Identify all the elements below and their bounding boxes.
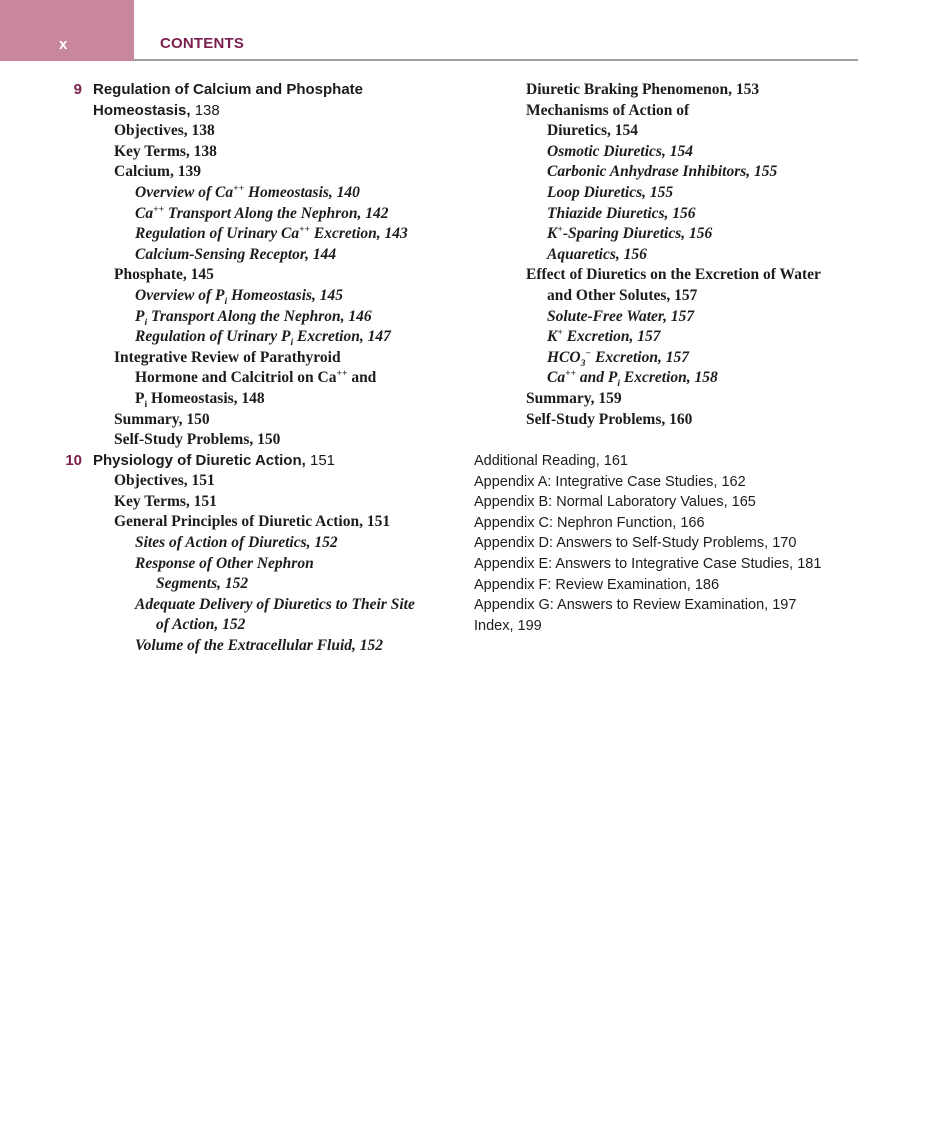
toc-subentry-cont[interactable]: Segments, 152 <box>156 575 249 593</box>
chapter-title: Regulation of Calcium and Phosphate <box>93 81 364 98</box>
toc-backmatter-entry[interactable]: Additional Reading, 161 <box>474 453 628 470</box>
chapter-title: Physiology of Diuretic Action, <box>93 451 306 469</box>
toc-entry[interactable]: Diuretic Braking Phenomenon, 153 <box>526 81 760 98</box>
page-title: CONTENTS <box>160 35 245 52</box>
toc-entry[interactable]: Summary, 150 <box>114 410 210 428</box>
toc-backmatter-entry[interactable]: Appendix B: Normal Laboratory Values, 165 <box>474 494 756 511</box>
toc-backmatter-entry[interactable]: Appendix F: Review Examination, 186 <box>474 576 720 593</box>
toc-subentry[interactable]: Ca++ Transport Along the Nephron, 142 <box>135 203 389 222</box>
toc-entry[interactable]: Key Terms, 151 <box>114 492 217 510</box>
toc-subentry[interactable]: K+-Sparing Diuretics, 156 <box>547 224 713 243</box>
toc-right-column <box>474 80 874 636</box>
toc-subentry[interactable]: Solute-Free Water, 157 <box>547 307 695 325</box>
toc-backmatter-entry[interactable]: Appendix D: Answers to Self-Study Problems, 170 <box>474 535 797 552</box>
toc-subentry[interactable]: Calcium-Sensing Receptor, 144 <box>135 245 337 263</box>
toc-entry[interactable]: Integrative Review of Parathyroid <box>114 348 341 366</box>
toc-entry-cont[interactable]: $P_i$ Homeostasis, 148 <box>135 389 265 410</box>
toc-entry-cont[interactable]: and Other Solutes, 157 <box>547 286 698 304</box>
chapter-number: 9 <box>73 81 82 98</box>
toc-entry[interactable]: General Principles of Diuretic Action, 151 <box>114 513 391 531</box>
header-rule <box>134 59 858 61</box>
spacer <box>474 430 874 451</box>
toc-backmatter-entry[interactable]: Appendix A: Integrative Case Studies, 162 <box>474 473 746 490</box>
toc-subentry[interactable]: Thiazide Diuretics, 156 <box>547 204 696 222</box>
toc-entry[interactable]: Phosphate, 145 <box>114 266 214 284</box>
toc-backmatter-entry[interactable]: Appendix G: Answers to Review Examination, 197 <box>474 597 797 614</box>
toc-subentry[interactable]: Aquaretics, 156 <box>547 245 647 263</box>
toc-subentry[interactable]: Overview of Ca++ Homeostasis, 140 <box>135 182 360 201</box>
toc-subentry[interactable]: K+ Excretion, 157 <box>547 326 661 346</box>
toc-subentry[interactable]: Overview of $P_i$ Homeostasis, 145 <box>135 286 344 308</box>
toc-subentry[interactable]: Ca++ and $P_i$ Excretion, 158 <box>547 368 718 390</box>
toc-entry[interactable]: Mechanisms of Action of <box>526 101 690 119</box>
toc-subentry[interactable]: Sites of Action of Diuretics, 152 <box>135 534 338 552</box>
toc-subentry[interactable]: Loop Diuretics, 155 <box>547 183 674 201</box>
toc-subentry[interactable]: Regulation of Urinary Ca++ Excretion, 143 <box>135 224 408 243</box>
toc-entry-cont[interactable]: Diuretics, 154 <box>547 122 638 140</box>
toc-backmatter-entry[interactable]: Appendix C: Nephron Function, 166 <box>474 514 705 531</box>
toc-subentry[interactable]: Osmotic Diuretics, 154 <box>547 142 693 160</box>
toc-entry[interactable]: Summary, 159 <box>526 389 622 407</box>
toc-entry-cont[interactable]: Hormone and Calcitriol on Ca++ and <box>135 368 377 387</box>
page-number: x <box>59 36 68 53</box>
toc-entry[interactable]: Calcium, 139 <box>114 163 201 181</box>
toc-entry[interactable]: Key Terms, 138 <box>114 142 217 160</box>
toc-backmatter-entry[interactable]: Index, 199 <box>474 617 542 634</box>
chapter-page: 138 <box>190 101 220 119</box>
chapter-number: 10 <box>65 451 82 469</box>
toc-chapter-10[interactable] <box>62 451 462 472</box>
chapter-page: 151 <box>305 451 336 469</box>
toc-subentry[interactable]: $HCO_3^-$ Excretion, 157 <box>547 347 689 369</box>
toc-entry[interactable]: Self-Study Problems, 160 <box>526 410 693 428</box>
chapter-title-cont: Homeostasis, <box>93 101 191 119</box>
toc-subentry[interactable]: Volume of the Extracellular Fluid, 152 <box>135 637 384 655</box>
toc-entry[interactable]: Effect of Diuretics on the Excretion of Water <box>526 266 821 284</box>
toc-chapter-9-cont[interactable] <box>62 101 462 122</box>
toc-left-column <box>62 80 462 657</box>
toc-backmatter-entry[interactable]: Appendix E: Answers to Integrative Case Studies, 181 <box>474 556 822 573</box>
toc-entry[interactable]: Self-Study Problems, 150 <box>114 431 281 449</box>
toc-subentry-cont[interactable]: of Action, 152 <box>156 616 246 634</box>
toc-subentry[interactable]: Carbonic Anhydrase Inhibitors, 155 <box>547 163 778 181</box>
toc-subentry[interactable]: Adequate Delivery of Diuretics to Their Site <box>135 595 415 613</box>
toc-entry[interactable]: Objectives, 151 <box>114 472 215 490</box>
toc-subentry[interactable]: Response of Other Nephron <box>135 554 314 572</box>
toc-subentry[interactable]: $P_i$ Transport Along the Nephron, 146 <box>135 307 372 328</box>
toc-subentry[interactable]: Regulation of Urinary $P_i$ Excretion, 147 <box>135 328 391 349</box>
toc-chapter-9[interactable] <box>62 80 462 101</box>
toc-entry[interactable]: Objectives, 138 <box>114 122 215 140</box>
